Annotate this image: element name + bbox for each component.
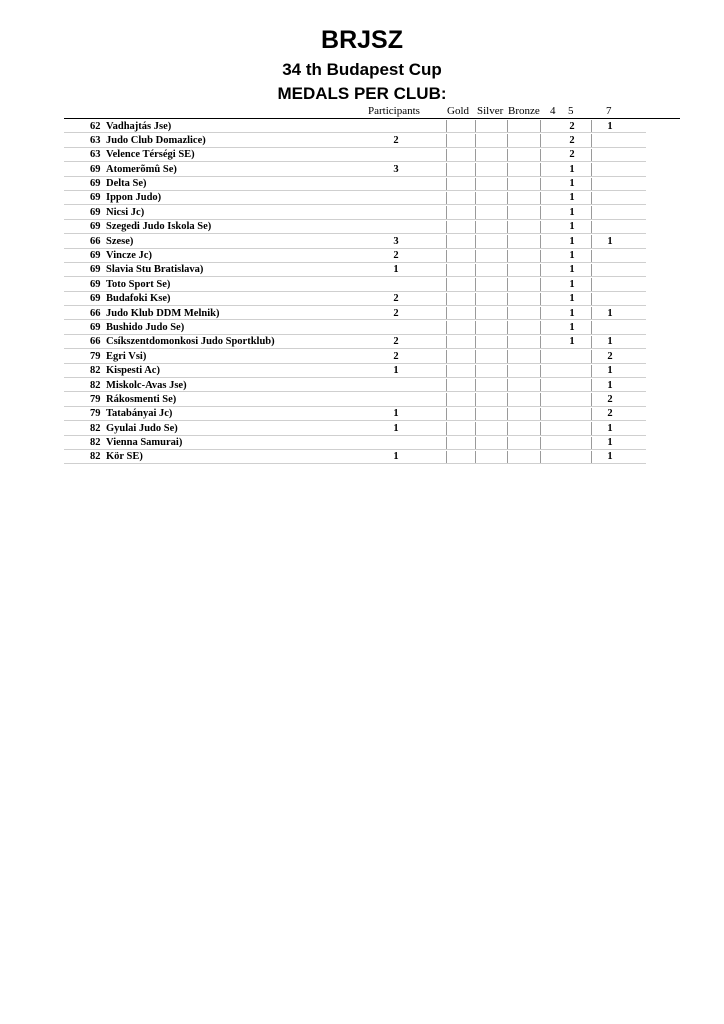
cell-divider	[507, 437, 508, 449]
participants-count: 1	[393, 264, 399, 276]
column-7-value: 1	[607, 451, 613, 463]
cell-divider	[540, 350, 541, 362]
club-number: 69	[90, 192, 101, 204]
cell-divider	[507, 206, 508, 218]
cell-divider	[591, 321, 592, 333]
table-row	[0, 148, 724, 162]
participants-count: 1	[393, 408, 399, 420]
column-5-value: 1	[569, 336, 575, 348]
table-row	[0, 349, 724, 363]
cell-divider	[540, 321, 541, 333]
club-number: 69	[90, 178, 101, 190]
table-row	[0, 119, 724, 133]
cell-divider	[446, 163, 447, 175]
cell-divider	[475, 350, 476, 362]
participants-count: 2	[393, 336, 399, 348]
cell-divider	[591, 408, 592, 420]
cell-divider	[507, 307, 508, 319]
cell-divider	[475, 437, 476, 449]
cell-divider	[540, 235, 541, 247]
cell-divider	[475, 221, 476, 233]
cell-divider	[591, 250, 592, 262]
cell-divider	[507, 134, 508, 146]
cell-divider	[507, 278, 508, 290]
cell-divider	[475, 307, 476, 319]
cell-divider	[446, 192, 447, 204]
cell-divider	[446, 221, 447, 233]
column-header-4: 4	[550, 105, 556, 117]
cell-divider	[446, 307, 447, 319]
club-name: Bushido Judo Se)	[106, 321, 185, 333]
cell-divider	[475, 163, 476, 175]
column-header-5: 5	[568, 105, 574, 117]
club-name: Szegedi Judo Iskola Se)	[106, 221, 212, 233]
column-7-value: 1	[607, 422, 613, 434]
cell-divider	[446, 149, 447, 161]
table-row	[0, 292, 724, 306]
column-header-participants: Participants	[368, 105, 420, 117]
club-number: 66	[90, 307, 101, 319]
cell-divider	[591, 134, 592, 146]
cell-divider	[475, 134, 476, 146]
club-number: 79	[90, 350, 101, 362]
cell-divider	[507, 408, 508, 420]
column-7-value: 1	[607, 437, 613, 449]
column-5-value: 1	[569, 250, 575, 262]
cell-divider	[540, 278, 541, 290]
cell-divider	[540, 163, 541, 175]
club-number: 66	[90, 336, 101, 348]
column-7-value: 1	[607, 365, 613, 377]
club-number: 79	[90, 408, 101, 420]
cell-divider	[507, 178, 508, 190]
cell-divider	[475, 451, 476, 463]
club-name: Kispesti Ac)	[106, 365, 160, 377]
column-5-value: 1	[569, 178, 575, 190]
cell-divider	[475, 365, 476, 377]
cell-divider	[475, 278, 476, 290]
cell-divider	[475, 178, 476, 190]
club-name: Miskolc-Avas Jse)	[106, 379, 187, 391]
table-row	[0, 191, 724, 205]
cell-divider	[540, 437, 541, 449]
cell-divider	[591, 393, 592, 405]
column-header-7: 7	[606, 105, 612, 117]
club-name: Vincze Jc)	[106, 250, 152, 262]
club-name: Budafoki Kse)	[106, 293, 171, 305]
club-number: 69	[90, 221, 101, 233]
club-name: Kör SE)	[106, 451, 143, 463]
cell-divider	[475, 393, 476, 405]
column-7-value: 1	[607, 307, 613, 319]
cell-divider	[507, 149, 508, 161]
club-number: 69	[90, 264, 101, 276]
cell-divider	[446, 408, 447, 420]
cell-divider	[475, 149, 476, 161]
cell-divider	[475, 192, 476, 204]
table-row	[0, 450, 724, 464]
cell-divider	[591, 192, 592, 204]
cell-divider	[507, 365, 508, 377]
club-number: 69	[90, 163, 101, 175]
club-name: Judo Club Domazlice)	[106, 134, 206, 146]
club-number: 62	[90, 120, 101, 132]
club-name: Judo Klub DDM Melnik)	[106, 307, 220, 319]
table-row	[0, 306, 724, 320]
cell-divider	[446, 437, 447, 449]
column-7-value: 1	[607, 379, 613, 391]
club-name: Szese)	[106, 235, 134, 247]
participants-count: 2	[393, 250, 399, 262]
cell-divider	[540, 134, 541, 146]
table-row	[0, 392, 724, 406]
column-5-value: 1	[569, 163, 575, 175]
cell-divider	[540, 293, 541, 305]
club-number: 82	[90, 422, 101, 434]
cell-divider	[446, 178, 447, 190]
cell-divider	[446, 336, 447, 348]
cell-divider	[507, 221, 508, 233]
cell-divider	[591, 235, 592, 247]
cell-divider	[446, 365, 447, 377]
table-row	[0, 421, 724, 435]
club-number: 69	[90, 321, 101, 333]
cell-divider	[507, 264, 508, 276]
cell-divider	[540, 365, 541, 377]
cell-divider	[507, 250, 508, 262]
cell-divider	[540, 422, 541, 434]
table-row	[0, 320, 724, 334]
participants-count: 2	[393, 307, 399, 319]
cell-divider	[591, 451, 592, 463]
table-row	[0, 205, 724, 219]
cell-divider	[507, 379, 508, 391]
cell-divider	[446, 422, 447, 434]
column-5-value: 2	[569, 134, 575, 146]
participants-count: 1	[393, 451, 399, 463]
cell-divider	[446, 235, 447, 247]
cell-divider	[507, 163, 508, 175]
club-name: Toto Sport Se)	[106, 278, 171, 290]
column-5-value: 2	[569, 149, 575, 161]
column-5-value: 1	[569, 235, 575, 247]
club-name: Slavia Stu Bratislava)	[106, 264, 204, 276]
section-title: MEDALS PER CLUB:	[277, 84, 447, 103]
cell-divider	[591, 437, 592, 449]
cell-divider	[475, 408, 476, 420]
cell-divider	[591, 278, 592, 290]
cell-divider	[540, 336, 541, 348]
cell-divider	[475, 321, 476, 333]
event-subtitle: 34 th Budapest Cup	[282, 60, 442, 79]
column-5-value: 1	[569, 278, 575, 290]
club-name: Tatabányai Jc)	[106, 408, 173, 420]
cell-divider	[540, 451, 541, 463]
cell-divider	[507, 293, 508, 305]
participants-count: 3	[393, 235, 399, 247]
cell-divider	[591, 264, 592, 276]
table-row	[0, 162, 724, 176]
table-row	[0, 263, 724, 277]
cell-divider	[507, 120, 508, 132]
cell-divider	[446, 250, 447, 262]
column-5-value: 1	[569, 264, 575, 276]
table-row	[0, 277, 724, 291]
cell-divider	[475, 336, 476, 348]
cell-divider	[475, 379, 476, 391]
club-number: 82	[90, 365, 101, 377]
column-7-value: 1	[607, 120, 613, 132]
table-row	[0, 335, 724, 349]
cell-divider	[591, 365, 592, 377]
cell-divider	[507, 451, 508, 463]
cell-divider	[475, 206, 476, 218]
column-5-value: 1	[569, 293, 575, 305]
table-row	[0, 220, 724, 234]
cell-divider	[591, 163, 592, 175]
cell-divider	[475, 235, 476, 247]
cell-divider	[540, 379, 541, 391]
participants-count: 1	[393, 422, 399, 434]
cell-divider	[507, 336, 508, 348]
cell-divider	[591, 178, 592, 190]
cell-divider	[591, 149, 592, 161]
cell-divider	[540, 206, 541, 218]
cell-divider	[540, 221, 541, 233]
cell-divider	[475, 422, 476, 434]
participants-count: 3	[393, 163, 399, 175]
column-header-bronze: Bronze	[508, 105, 540, 117]
column-header-gold: Gold	[447, 105, 469, 117]
cell-divider	[446, 264, 447, 276]
column-7-value: 1	[607, 336, 613, 348]
club-number: 63	[90, 149, 101, 161]
cell-divider	[591, 307, 592, 319]
club-name: Csíkszentdomonkosi Judo Sportklub)	[106, 336, 275, 348]
cell-divider	[507, 350, 508, 362]
cell-divider	[540, 149, 541, 161]
cell-divider	[507, 422, 508, 434]
cell-divider	[591, 336, 592, 348]
club-name: Velence Térségi SE)	[106, 149, 195, 161]
cell-divider	[540, 250, 541, 262]
column-header-silver: Silver	[477, 105, 504, 117]
club-name: Vienna Samurai)	[106, 437, 183, 449]
table-row	[0, 436, 724, 450]
club-name: Atomerõmû Se)	[106, 163, 177, 175]
cell-divider	[540, 120, 541, 132]
table-row	[0, 407, 724, 421]
club-name: Delta Se)	[106, 178, 147, 190]
club-name: Ippon Judo)	[106, 192, 162, 204]
cell-divider	[475, 264, 476, 276]
club-number: 82	[90, 379, 101, 391]
column-5-value: 2	[569, 120, 575, 132]
cell-divider	[591, 293, 592, 305]
cell-divider	[446, 321, 447, 333]
table-row	[0, 177, 724, 191]
cell-divider	[540, 192, 541, 204]
participants-count: 2	[393, 350, 399, 362]
club-number: 69	[90, 293, 101, 305]
column-5-value: 1	[569, 192, 575, 204]
table-row	[0, 133, 724, 147]
column-5-value: 1	[569, 206, 575, 218]
club-number: 79	[90, 393, 101, 405]
column-5-value: 1	[569, 221, 575, 233]
club-number: 66	[90, 235, 101, 247]
medals-table	[0, 119, 724, 464]
cell-divider	[591, 221, 592, 233]
club-name: Egri Vsi)	[106, 350, 147, 362]
club-number: 63	[90, 134, 101, 146]
cell-divider	[507, 393, 508, 405]
cell-divider	[446, 206, 447, 218]
column-7-value: 2	[607, 393, 613, 405]
club-number: 82	[90, 437, 101, 449]
column-5-value: 1	[569, 321, 575, 333]
cell-divider	[591, 379, 592, 391]
cell-divider	[540, 408, 541, 420]
column-7-value: 2	[607, 408, 613, 420]
club-number: 82	[90, 451, 101, 463]
club-name: Rákosmenti Se)	[106, 393, 177, 405]
club-number: 69	[90, 278, 101, 290]
cell-divider	[446, 134, 447, 146]
cell-divider	[540, 307, 541, 319]
club-name: Vadhajtás Jse)	[106, 120, 172, 132]
club-name: Nicsi Jc)	[106, 206, 145, 218]
column-5-value: 1	[569, 307, 575, 319]
cell-divider	[475, 250, 476, 262]
column-7-value: 1	[607, 235, 613, 247]
column-7-value: 2	[607, 350, 613, 362]
cell-divider	[591, 350, 592, 362]
club-name: Gyulai Judo Se)	[106, 422, 178, 434]
cell-divider	[591, 206, 592, 218]
cell-divider	[446, 293, 447, 305]
table-row	[0, 364, 724, 378]
page-title: BRJSZ	[321, 26, 403, 54]
participants-count: 2	[393, 293, 399, 305]
table-row	[0, 249, 724, 263]
cell-divider	[507, 235, 508, 247]
cell-divider	[540, 393, 541, 405]
participants-count: 1	[393, 365, 399, 377]
cell-divider	[591, 120, 592, 132]
cell-divider	[446, 451, 447, 463]
cell-divider	[446, 278, 447, 290]
cell-divider	[540, 264, 541, 276]
club-number: 69	[90, 206, 101, 218]
cell-divider	[475, 293, 476, 305]
row-divider	[64, 463, 646, 464]
club-number: 69	[90, 250, 101, 262]
participants-count: 2	[393, 134, 399, 146]
cell-divider	[591, 422, 592, 434]
cell-divider	[507, 192, 508, 204]
cell-divider	[446, 120, 447, 132]
cell-divider	[540, 178, 541, 190]
table-row	[0, 234, 724, 248]
cell-divider	[446, 393, 447, 405]
cell-divider	[475, 120, 476, 132]
table-row	[0, 378, 724, 392]
cell-divider	[507, 321, 508, 333]
cell-divider	[446, 379, 447, 391]
cell-divider	[446, 350, 447, 362]
